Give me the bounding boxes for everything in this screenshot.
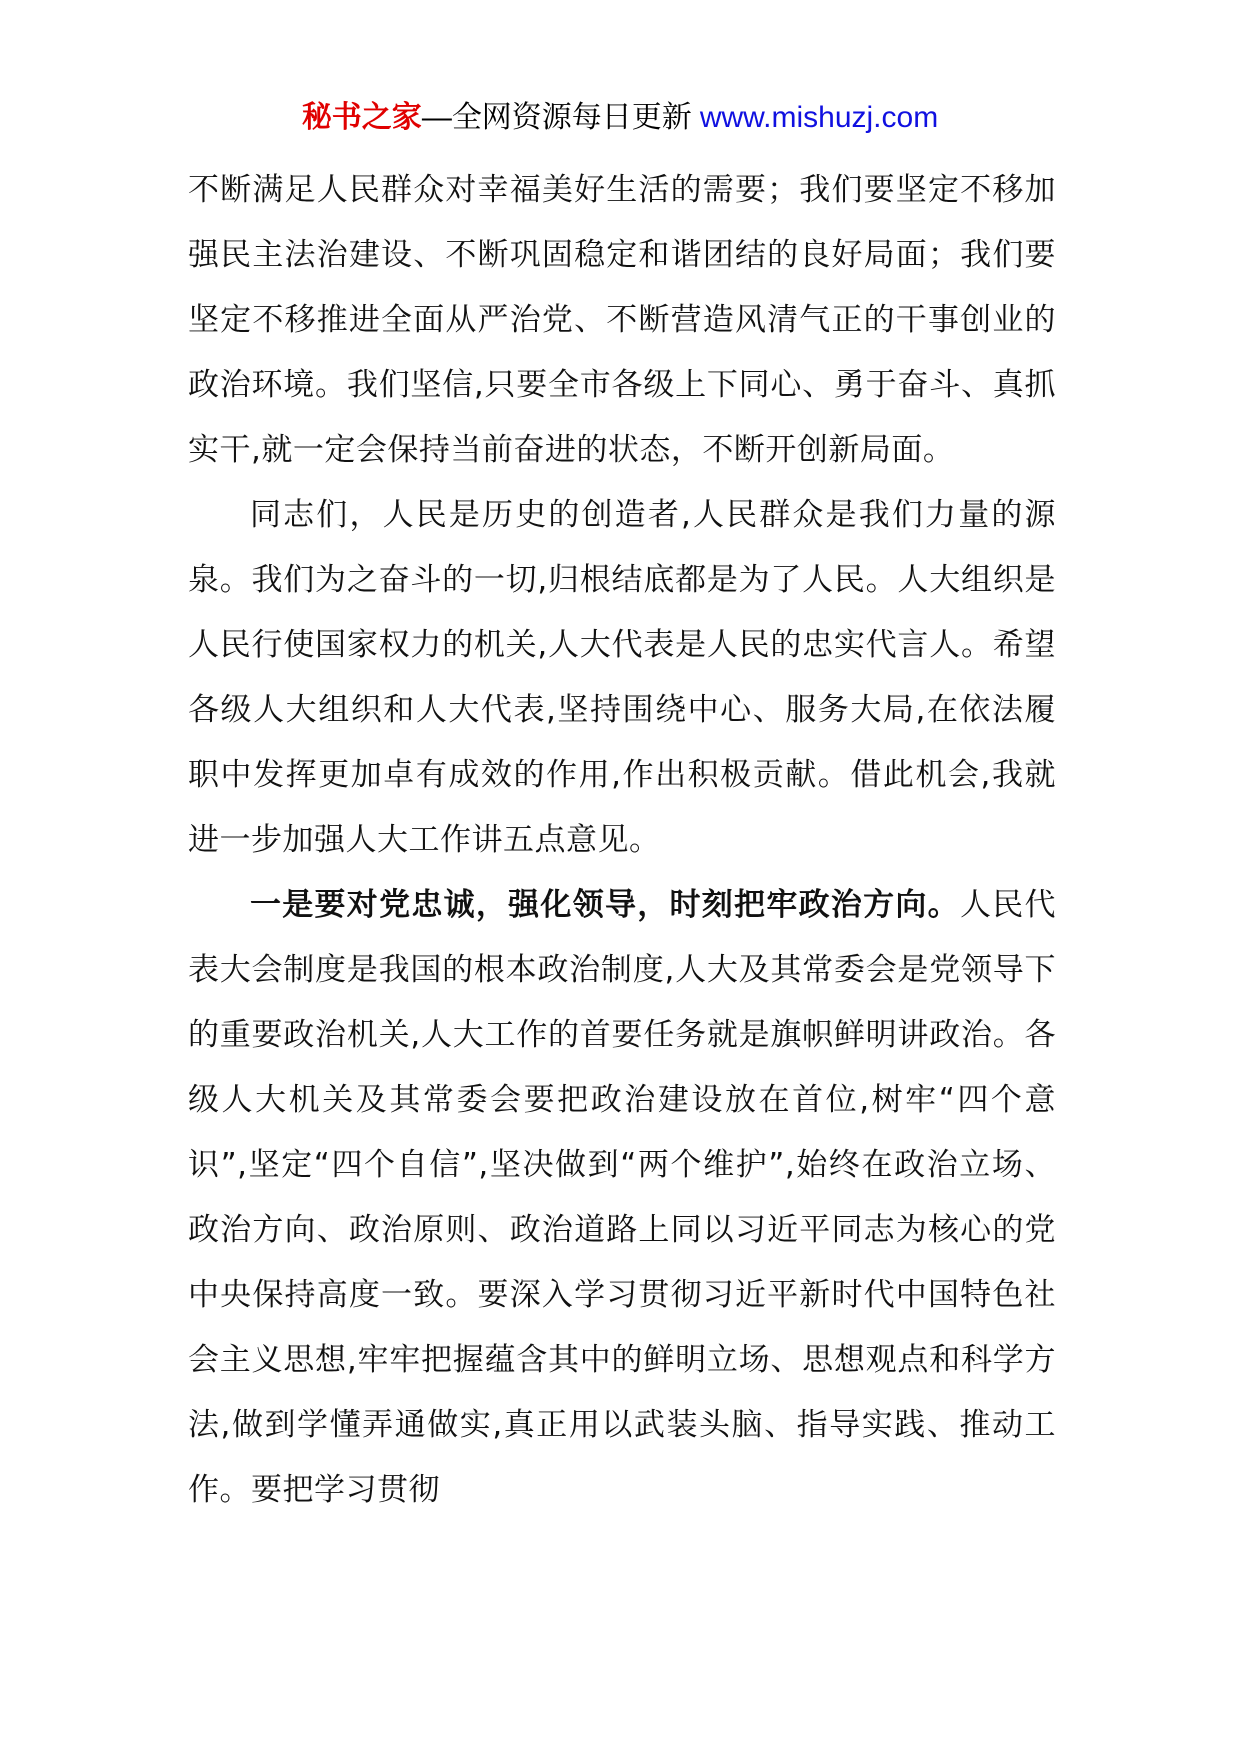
paragraph-3 [188, 873, 1056, 1523]
header-url-link[interactable]: www.mishuzj.com [699, 101, 939, 134]
paragraph-3-lead: 一是要对党忠诚，强化领导，时刻把牢政治方向。 [250, 887, 960, 923]
paragraph-1: 不断满足人民群众对幸福美好生活的需要；我们要坚定不移加强民主法治建设、不断巩固稳定和谐团结的良好局面；我们要坚定不移推进全面从严治党、不断营造风清气正的干事创业的政治环境。我们坚信,只要全市各级上下同心、勇于奋斗、真抓实干,就一定会保持当前奋进的状态，不断开创新局面。 [188, 172, 1056, 468]
page-header [0, 98, 1240, 138]
document-body [188, 158, 1056, 1523]
header-slogan: —全网资源每日更新 [421, 101, 692, 134]
header-brand: 秘书之家 [301, 101, 422, 134]
paragraph-3-text: 人民代表大会制度是我国的根本政治制度,人大及其常委会是党领导下的重要政治机关,人大工作的首要任务就是旗帜鲜明讲政治。各级人大机关及其常委会要把政治建设放在首位,树牢“四个意识”,坚定“四个自信”,坚决做到“两个维护”,始终在政治立场、政治方向、政治原则、政治道路上同以习近平同志为核心的党中央保持高度一致。要深入学习贯彻习近平新时代中国特色社会主义思想,牢牢把握蕴含其中的鲜明立场、思想观点和科学方法,做到学懂弄通做实,真正用以武装头脑、指导实践、推动工作。要把学习贯彻 [188, 887, 1057, 1508]
paragraph-2: 同志们，人民是历史的创造者,人民群众是我们力量的源泉。我们为之奋斗的一切,归根结底都是为了人民。人大组织是人民行使国家权力的机关,人大代表是人民的忠实代言人。希望各级人大组织和人大代表,坚持围绕中心、服务大局,在依法履职中发挥更加卓有成效的作用,作出积极贡献。借此机会,我就进一步加强人大工作讲五点意见。 [188, 497, 1056, 858]
